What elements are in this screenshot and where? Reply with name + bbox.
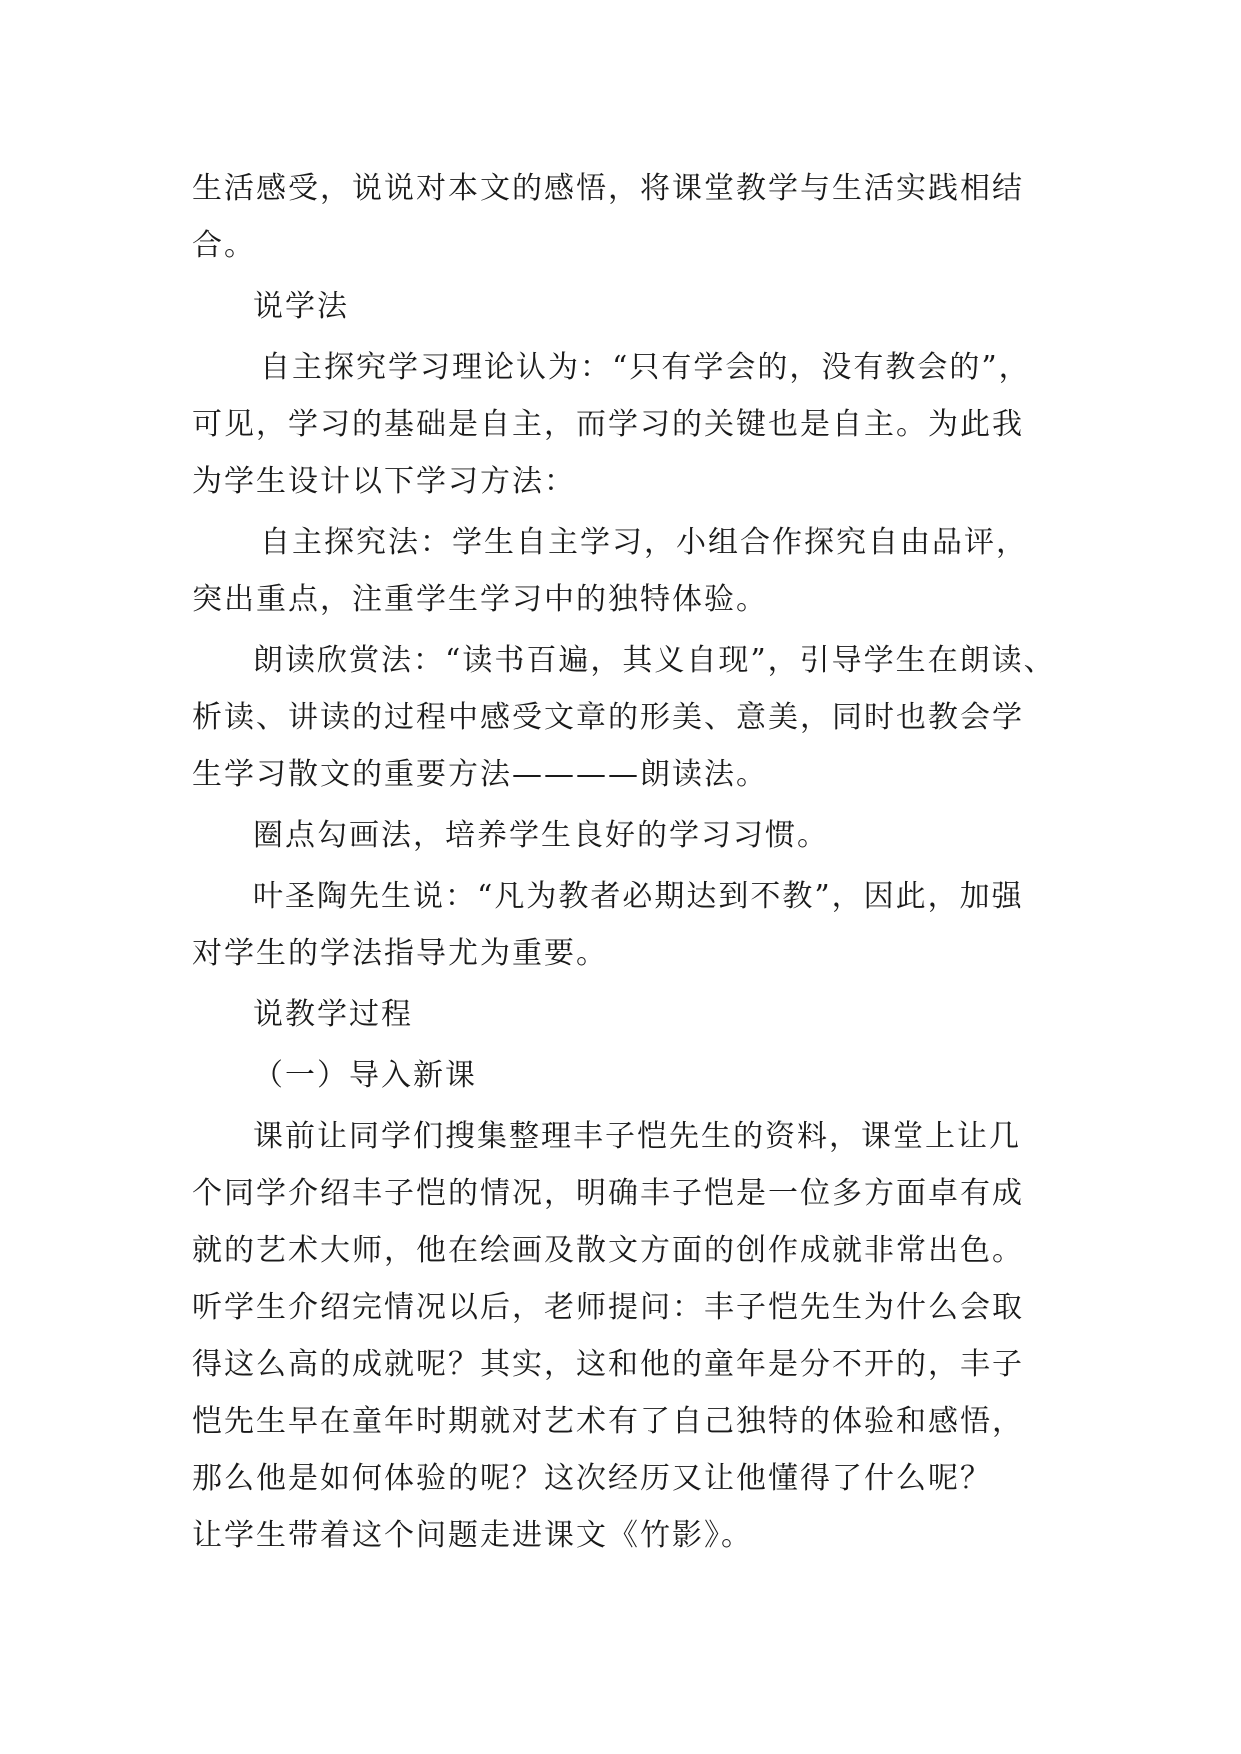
paragraph-line: 叶圣陶先生说：“凡为教者必期达到不教”，因此，加强 [253, 879, 1024, 914]
paragraph-line: 恺先生早在童年时期就对艺术有了自己独特的体验和感悟， [192, 1404, 1024, 1439]
paragraph-line: 自主探究法：学生自主学习，小组合作探究自由品评， [260, 525, 1028, 560]
paragraph-line: 析读、讲读的过程中感受文章的形美、意美，同时也教会学 [192, 700, 1024, 735]
paragraph-line: 突出重点，注重学生学习中的独特体验。 [192, 582, 768, 617]
paragraph-line: 为学生设计以下学习方法： [192, 464, 576, 499]
paragraph-line: 得这么高的成就呢？其实，这和他的童年是分不开的，丰子 [192, 1347, 1024, 1382]
paragraph-line: 听学生介绍完情况以后，老师提问：丰子恺先生为什么会取 [192, 1290, 1024, 1325]
section-heading-study-method: 说学法 [253, 289, 349, 324]
paragraph-line: 个同学介绍丰子恺的情况，明确丰子恺是一位多方面卓有成 [192, 1176, 1024, 1211]
paragraph-line: 对学生的学法指导尤为重要。 [192, 936, 608, 971]
paragraph-line: 朗读欣赏法：“读书百遍，其义自现”，引导学生在朗读、 [253, 643, 1056, 678]
paragraph-line: 合。 [192, 228, 256, 263]
paragraph-line: 可见，学习的基础是自主，而学习的关键也是自主。为此我 [192, 407, 1024, 442]
paragraph-line: 那么他是如何体验的呢？这次经历又让他懂得了什么呢？ [192, 1461, 992, 1496]
paragraph-line: 课前让同学们搜集整理丰子恺先生的资料，课堂上让几 [253, 1119, 1021, 1154]
paragraph-line: 生学习散文的重要方法————朗读法。 [192, 757, 768, 792]
paragraph-line: 生活感受，说说对本文的感悟，将课堂教学与生活实践相结 [192, 171, 1024, 206]
section-heading-teaching-process: 说教学过程 [253, 997, 413, 1032]
subsection-heading-intro: （一）导入新课 [253, 1058, 477, 1093]
paragraph-line: 就的艺术大师，他在绘画及散文方面的创作成就非常出色。 [192, 1233, 1024, 1268]
paragraph-line: 圈点勾画法，培养学生良好的学习习惯。 [253, 818, 829, 853]
paragraph-line: 让学生带着这个问题走进课文《竹影》。 [192, 1518, 753, 1553]
paragraph-line: 自主探究学习理论认为：“只有学会的，没有教会的”， [260, 350, 1031, 385]
document-body [192, 160, 1056, 1564]
